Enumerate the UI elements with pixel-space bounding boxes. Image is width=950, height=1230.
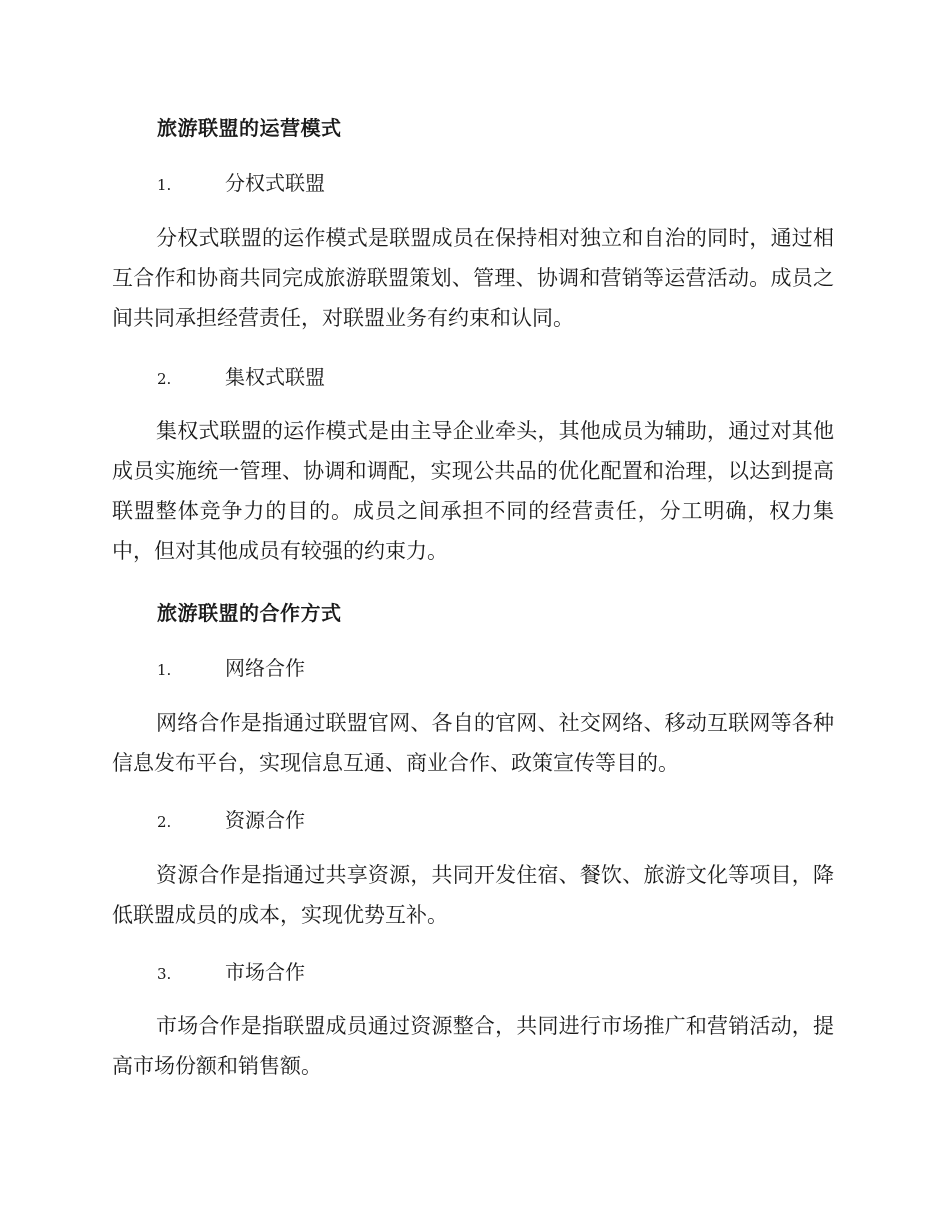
paragraph-resource: 资源合作是指通过共享资源，共同开发住宿、餐饮、旅游文化等项目，降低联盟成员的成本，实现优势互补。 (112, 863, 834, 927)
list-title: 资源合作 (225, 808, 305, 832)
list-number: 2. (157, 370, 172, 388)
section-heading-cooperation-methods: 旅游联盟的合作方式 (157, 601, 342, 625)
list-item-centralized (157, 365, 325, 391)
list-number: 1. (157, 661, 172, 679)
list-number: 2. (157, 813, 172, 831)
list-title: 集权式联盟 (225, 365, 325, 389)
list-number: 1. (157, 176, 172, 194)
paragraph-centralized: 集权式联盟的运作模式是由主导企业牵头，其他成员为辅助，通过对其他成员实施统一管理、协调和调配，实现公共品的优化配置和治理，以达到提高联盟整体竞争力的目的。成员之间承担不同的经营责任，分工明确，权力集中，但对其他成员有较强的约束力。 (112, 419, 834, 563)
paragraph-network: 网络合作是指通过联盟官网、各自的官网、社交网络、移动互联网等各种信息发布平台，实现信息互通、商业合作、政策宣传等目的。 (112, 711, 834, 775)
paragraph-decentralized: 分权式联盟的运作模式是联盟成员在保持相对独立和自治的同时，通过相互合作和协商共同完成旅游联盟策划、管理、协调和营销等运营活动。成员之间共同承担经营责任，对联盟业务有约束和认同。 (112, 226, 834, 330)
paragraph-market: 市场合作是指联盟成员通过资源整合，共同进行市场推广和营销活动，提高市场份额和销售额。 (112, 1014, 834, 1078)
section-heading-operation-modes: 旅游联盟的运营模式 (157, 116, 342, 140)
list-item-decentralized (157, 171, 325, 197)
list-item-resource (157, 808, 305, 834)
list-item-market (157, 960, 305, 986)
list-title: 市场合作 (225, 960, 305, 984)
list-number: 3. (157, 965, 172, 983)
list-title: 网络合作 (225, 656, 305, 680)
list-item-network (157, 656, 305, 682)
list-title: 分权式联盟 (225, 171, 325, 195)
